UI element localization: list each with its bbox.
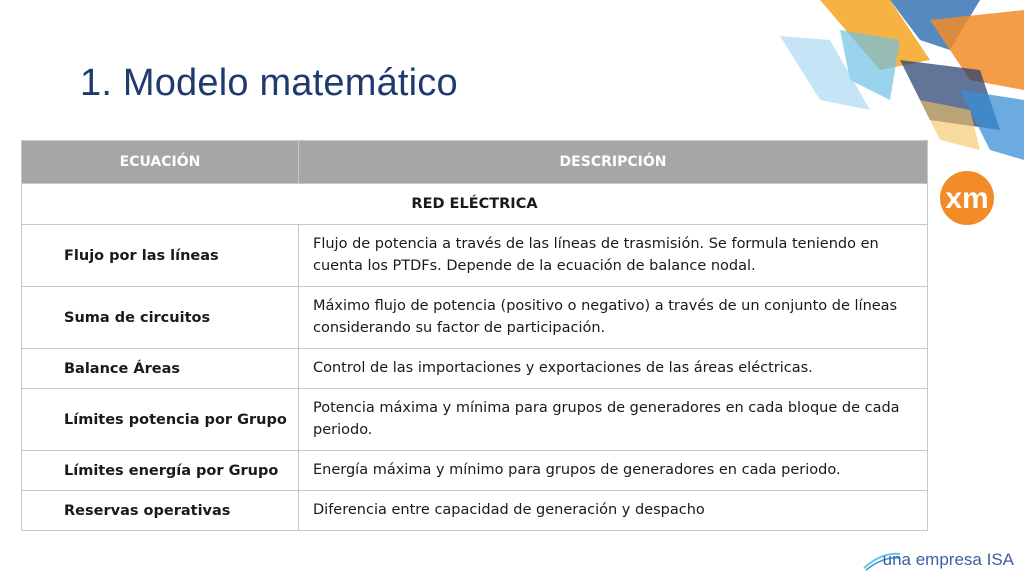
equation-cell: Flujo por las líneas [22, 225, 299, 287]
svg-text:xm: xm [945, 182, 989, 215]
equation-cell: Límites potencia por Grupo [22, 389, 299, 451]
description-cell: Diferencia entre capacidad de generación y despacho [299, 491, 928, 531]
decorative-pattern [780, 0, 1024, 160]
equation-cell: Reservas operativas [22, 491, 299, 531]
description-cell: Flujo de potencia a través de las líneas de trasmisión. Se formula teniendo en cuenta los PTDFs. Depende de la ecuación de balance nodal. [299, 225, 928, 287]
section-label: RED ELÉCTRICA [22, 184, 928, 225]
table-row [22, 491, 928, 531]
section-row [22, 184, 928, 225]
model-table [21, 140, 928, 531]
description-cell: Potencia máxima y mínima para grupos de generadores en cada bloque de cada periodo. [299, 389, 928, 451]
table-row [22, 451, 928, 491]
xm-logo [932, 170, 1002, 226]
equation-cell: Suma de circuitos [22, 287, 299, 349]
table-row [22, 287, 928, 349]
header-equation: ECUACIÓN [22, 141, 299, 184]
slide-title: 1. Modelo matemático [80, 62, 458, 104]
footer-brand: una empresa ISA [882, 550, 1014, 569]
equation-cell: Límites energía por Grupo [22, 451, 299, 491]
description-cell: Control de las importaciones y exportaciones de las áreas eléctricas. [299, 349, 928, 389]
table-header-row [22, 141, 928, 184]
description-cell: Máximo flujo de potencia (positivo o negativo) a través de un conjunto de líneas considerando su factor de participación. [299, 287, 928, 349]
table-row [22, 389, 928, 451]
table-row [22, 349, 928, 389]
table-row [22, 225, 928, 287]
equation-cell: Balance Áreas [22, 349, 299, 389]
header-description: DESCRIPCIÓN [299, 141, 928, 184]
description-cell: Energía máxima y mínimo para grupos de generadores en cada periodo. [299, 451, 928, 491]
